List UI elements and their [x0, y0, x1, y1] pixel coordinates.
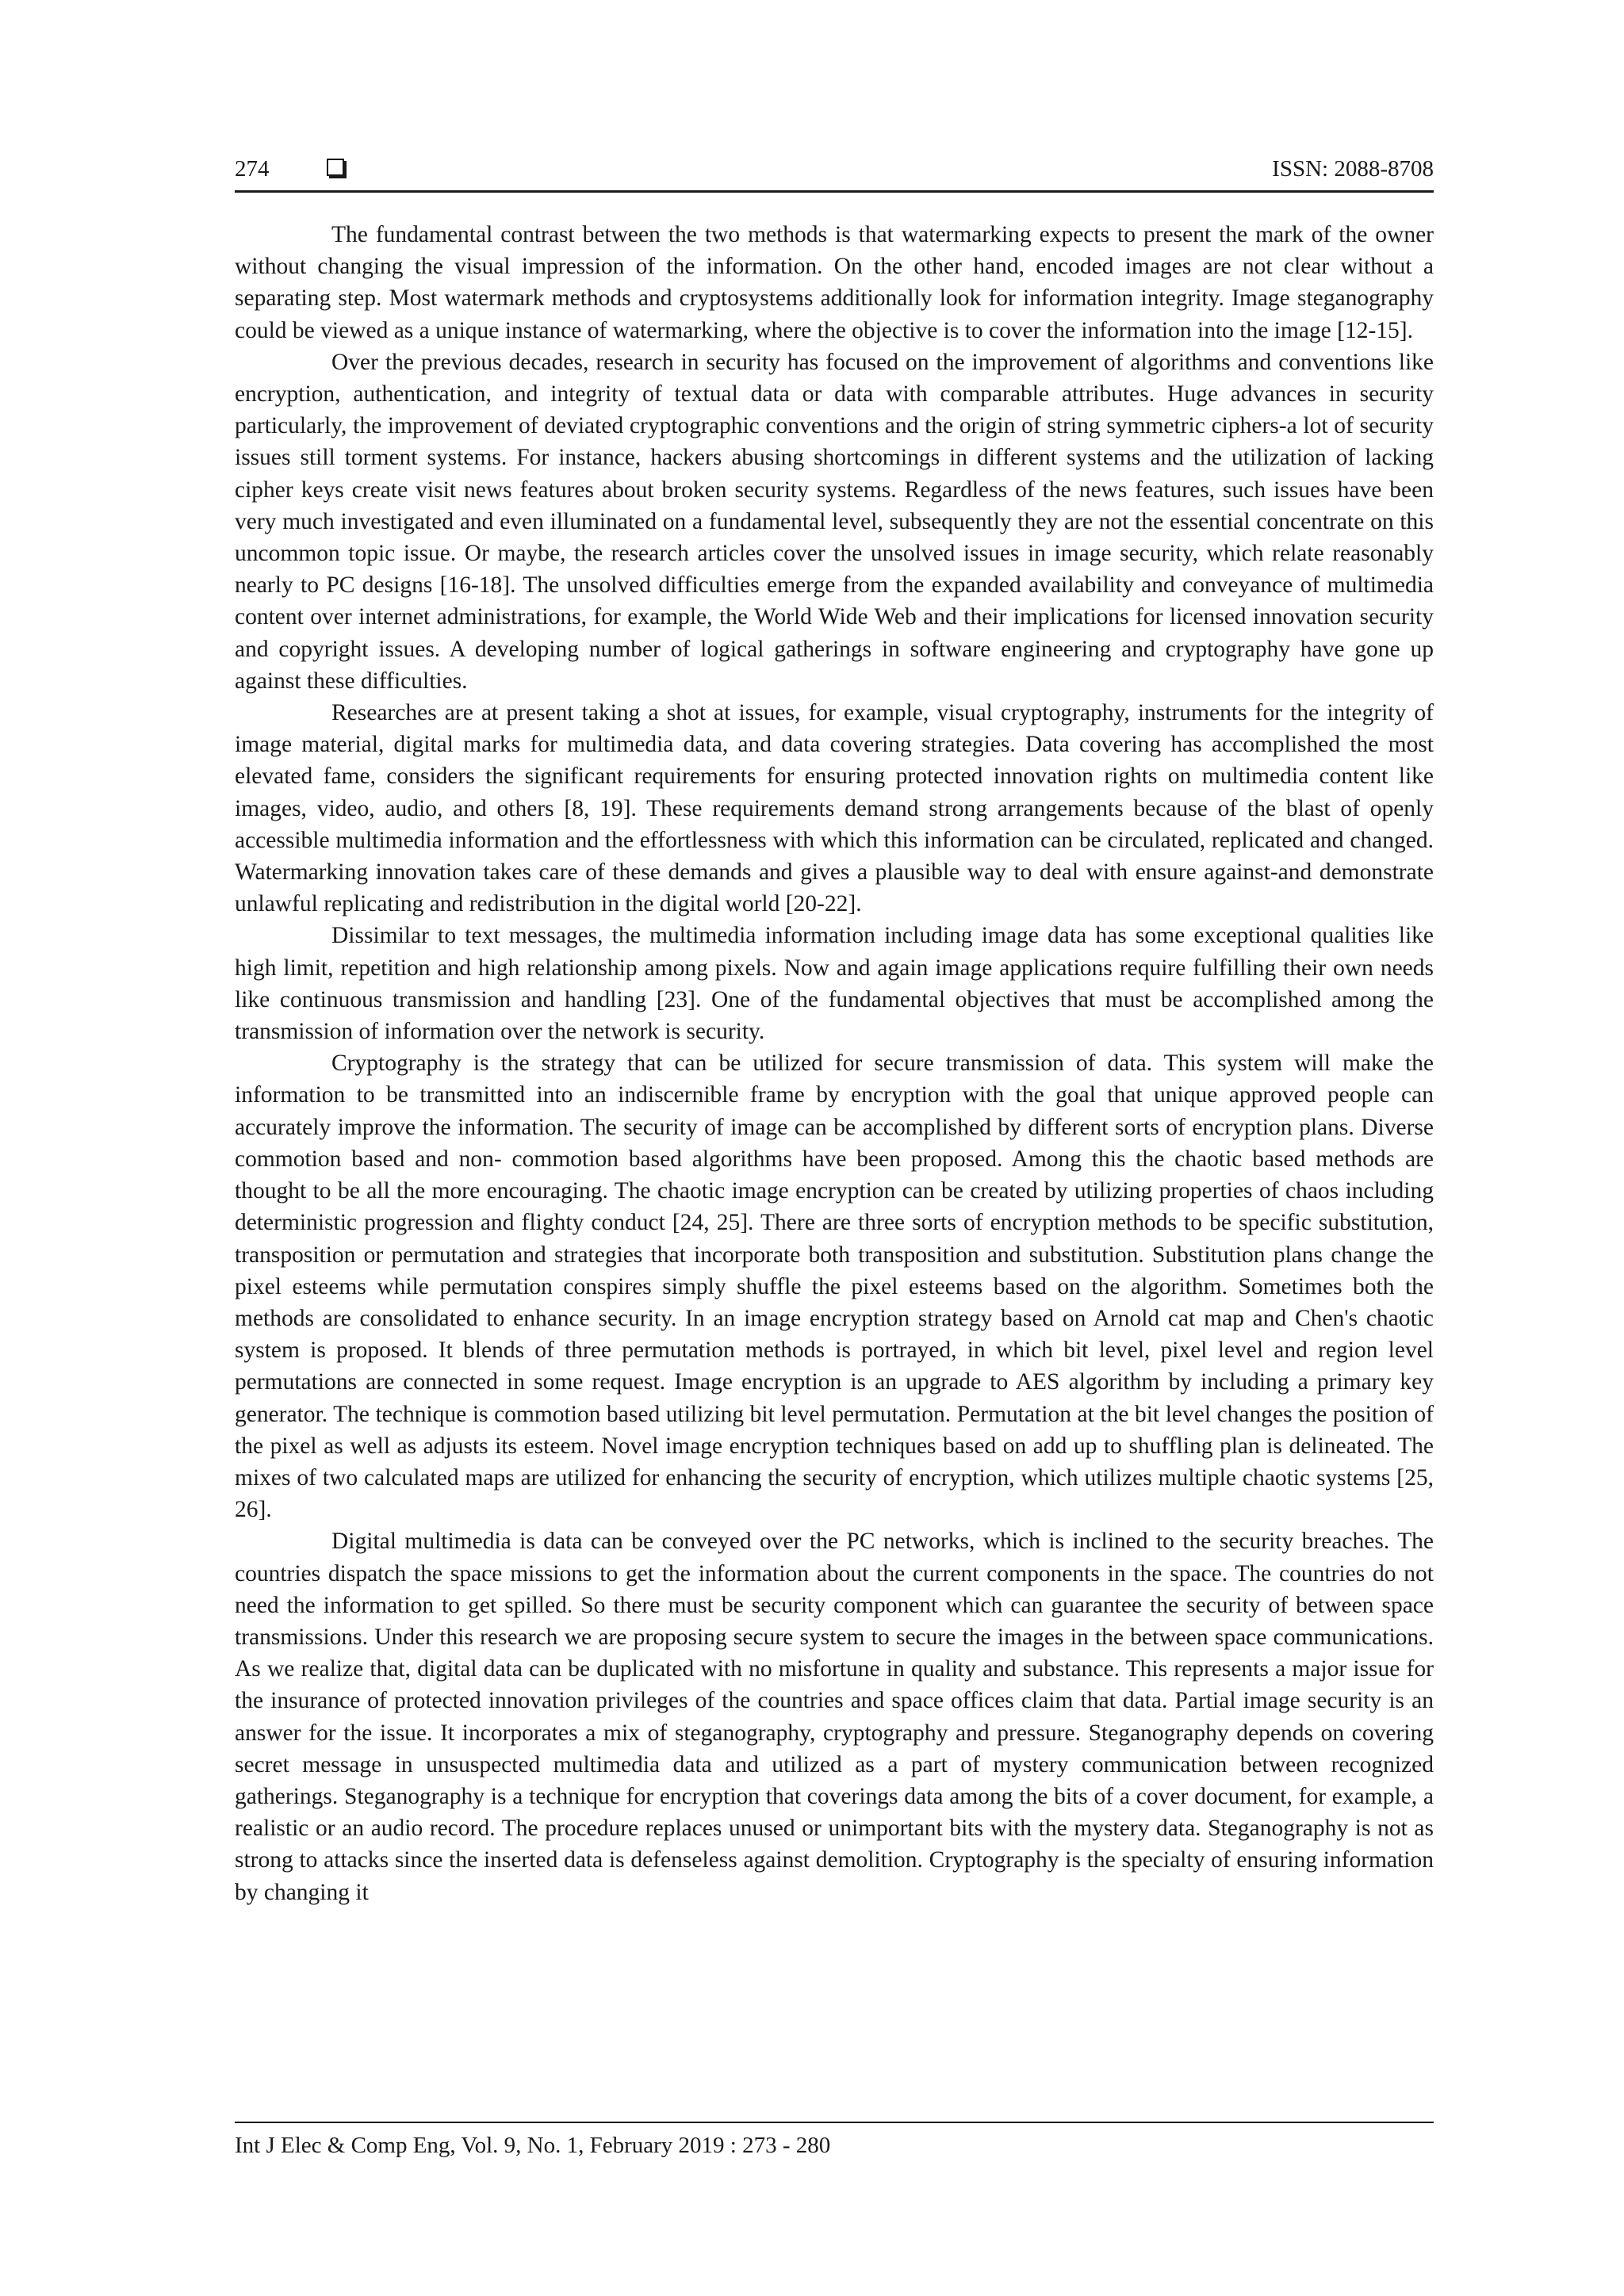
paragraph: Digital multimedia is data can be conveyed over the PC networks, which is inclined to the security breaches. The countries dispatch the space missions to get the information about the current components in the space. The countries do not need the information to get spilled. So there must be security component which can guarantee the security of between space transmissions. Under this research we are proposing secure system to secure the images in the between space communications. As we realize that, digital data can be duplicated with no misfortune in quality and substance. This represents a major issue for the insurance of protected innovation privileges of the countries and space offices claim that data. Partial image security is an answer for the issue. It incorporates a mix of steganography, cryptography and pressure. Steganography depends on covering secret message in unsuspected multimedia data and utilized as a part of mystery communication between recognized gatherings. Steganography is a technique for encryption that coverings data among the bits of a cover document, for example, a realistic or an audio record. The procedure replaces unused or unimportant bits with the mystery data. Steganography is not as strong to attacks since the inserted data is defenseless against demolition. Cryptography is the specialty of ensuring information by changing it: [235, 1529, 1434, 1905]
paragraph: Cryptography is the strategy that can be utilized for secure transmission of data. This system will make the information to be transmitted into an indiscernible frame by encryption with the goal that unique approved people can accurately improve the information. The security of image can be accomplished by different sorts of encryption plans. Diverse commotion based and non- commotion based algorithms have been proposed. Among this the chaotic based methods are thought to be all the more encouraging. The chaotic image encryption can be created by utilizing properties of chaos including deterministic progression and flighty conduct [24, 25]. There are three sorts of encryption methods to be specific substitution, transposition or permutation and strategies that incorporate both transposition and substitution. Substitution plans change the pixel esteems while permutation conspires simply shuffle the pixel esteems based on the algorithm. Sometimes both the methods are consolidated to enhance security. In an image encryption strategy based on Arnold cat map and Chen's chaotic system is proposed. It blends of three permutation methods is portrayed, in which bit level, pixel level and region level permutations are connected in some request. Image encryption is an upgrade to AES algorithm by including a primary key generator. The technique is commotion based utilizing bit level permutation. Permutation at the bit level changes the position of the pixel as well as adjusts its esteem. Novel image encryption techniques based on add up to shuffling plan is delineated. The mixes of two calculated maps are utilized for enhancing the security of encryption, which utilizes multiple chaotic systems [25, 26].: [235, 1050, 1434, 1523]
footer-divider: [235, 2122, 1434, 2123]
paragraph: Dissimilar to text messages, the multimedia information including image data has some exceptional qualities like high limit, repetition and high relationship among pixels. Now and again image applications require fulfilling their own needs like continuous transmission and handling [23]. One of the fundamental objectives that must be accomplished among the transmission of information over the network is security.: [235, 923, 1434, 1045]
page-header: [235, 151, 1434, 187]
journal-citation: Int J Elec & Comp Eng, Vol. 9, No. 1, February 2019 : 273 - 280: [235, 2133, 831, 2158]
issn-label: ISSN: 2088-8708: [1272, 156, 1434, 182]
checkbox-square-icon: [327, 159, 344, 176]
page-number: 274: [235, 156, 270, 182]
header-divider: [235, 190, 1434, 193]
paragraph: The fundamental contrast between the two methods is that watermarking expects to present the mark of the owner without changing the visual impression of the information. On the other hand, encoded images are not clear without a separating step. Most watermark methods and cryptosystems additionally look for information integrity. Image steganography could be viewed as a unique instance of watermarking, where the objective is to cover the information into the image [12-15].: [235, 222, 1434, 343]
paragraph: Researches are at present taking a shot at issues, for example, visual cryptography, instruments for the integrity of image material, digital marks for multimedia data, and data covering strategies. Data covering has accomplished the most elevated fame, considers the significant requirements for ensuring protected innovation rights on multimedia content like images, video, audio, and others [8, 19]. These requirements demand strong arrangements because of the blast of openly accessible multimedia information and the effortlessness with which this information can be circulated, replicated and changed. Watermarking innovation takes care of these demands and gives a plausible way to deal with ensure against-and demonstrate unlawful replicating and redistribution in the digital world [20-22].: [235, 700, 1434, 917]
paragraph: Over the previous decades, research in security has focused on the improvement of algorithms and conventions like encryption, authentication, and integrity of textual data or data with comparable attributes. Huge advances in security particularly, the improvement of deviated cryptographic conventions and the origin of string symmetric ciphers-a lot of security issues still torment systems. For instance, hackers abusing shortcomings in different systems and the utilization of lacking cipher keys create visit news features about broken security systems. Regardless of the news features, such issues have been very much investigated and even illuminated on a fundamental level, subsequently they are not the essential concentrate on this uncommon topic issue. Or maybe, the research articles cover the unsolved issues in image security, which relate reasonably nearly to PC designs [16-18]. The unsolved difficulties emerge from the expanded availability and conveyance of multimedia content over internet administrations, for example, the World Wide Web and their implications for licensed innovation security and copyright issues. A developing number of logical gatherings in software engineering and cryptography have gone up against these difficulties.: [235, 349, 1434, 694]
article-body: [235, 219, 1434, 1908]
